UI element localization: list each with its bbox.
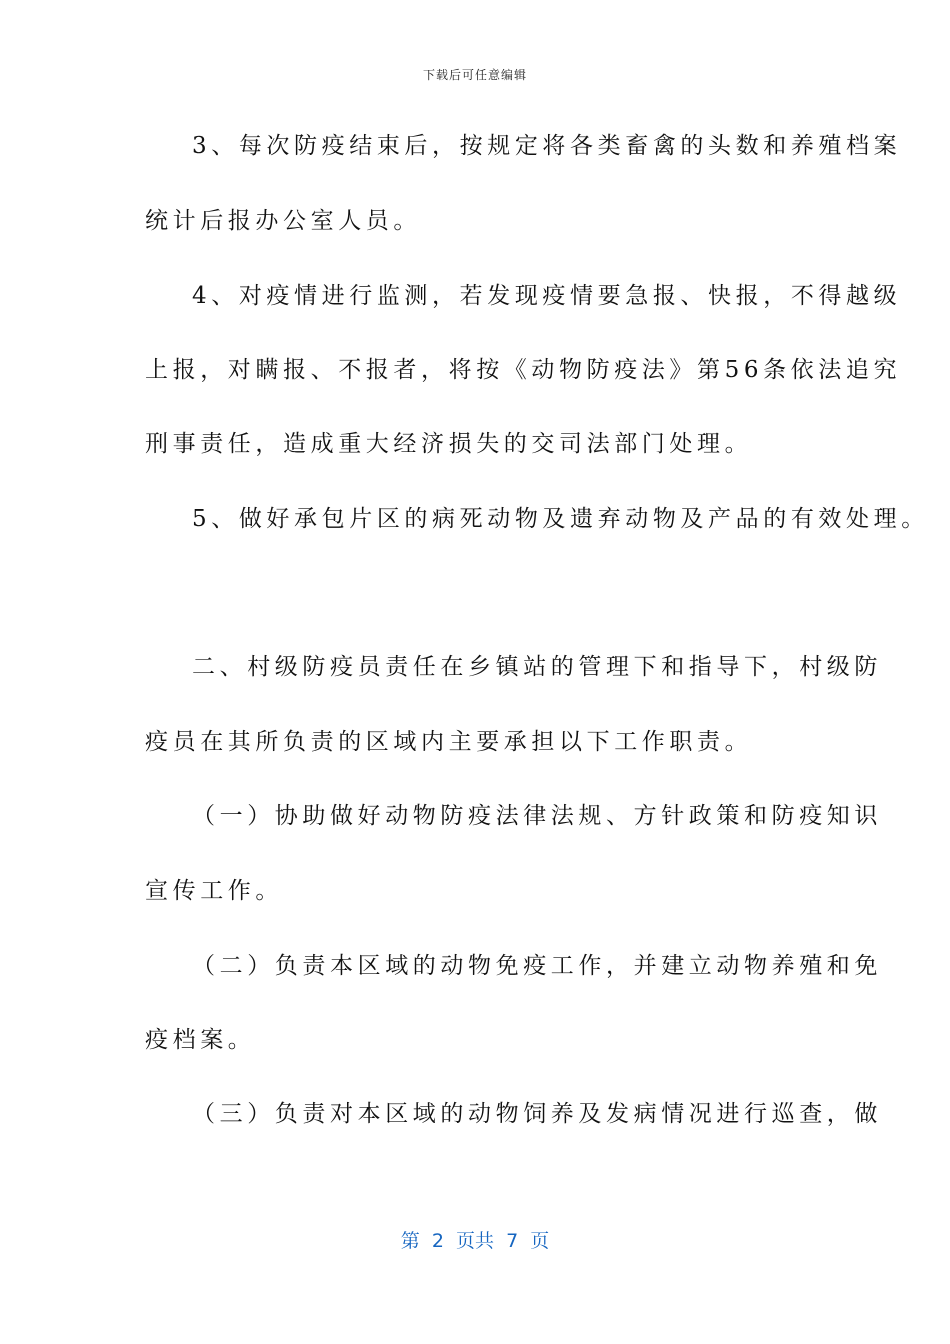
list-item-line: （三）负责对本区域的动物饲养及发病情况进行巡查，做: [192, 1101, 882, 1127]
paragraph-line: 上报，对瞒报、不报者，将按《动物防疫法》第56条依法追究: [145, 357, 902, 383]
section-heading-line: 二、村级防疫员责任在乡镇站的管理下和指导下，村级防: [192, 654, 882, 680]
page-footer: 第 2 页共 7 页: [400, 1230, 550, 1252]
page-header: 下载后可任意编辑: [422, 68, 527, 82]
paragraph-line: 刑事责任，造成重大经济损失的交司法部门处理。: [145, 431, 753, 457]
paragraph-line: 统计后报办公室人员。: [145, 208, 421, 234]
list-item-line: （一）协助做好动物防疫法律法规、方针政策和防疫知识: [192, 803, 882, 829]
paragraph-line: 5、做好承包片区的病死动物及遗弃动物及产品的有效处理。: [192, 506, 929, 532]
paragraph-line: 宣传工作。: [145, 878, 283, 904]
paragraph-line: 3、每次防疫结束后，按规定将各类畜禽的头数和养殖档案: [192, 133, 902, 159]
paragraph-line: 疫档案。: [145, 1027, 256, 1053]
paragraph-line: 疫员在其所负责的区域内主要承担以下工作职责。: [145, 729, 753, 755]
paragraph-line: 4、对疫情进行监测，若发现疫情要急报、快报，不得越级: [192, 283, 902, 309]
list-item-line: （二）负责本区域的动物免疫工作，并建立动物养殖和免: [192, 953, 882, 979]
